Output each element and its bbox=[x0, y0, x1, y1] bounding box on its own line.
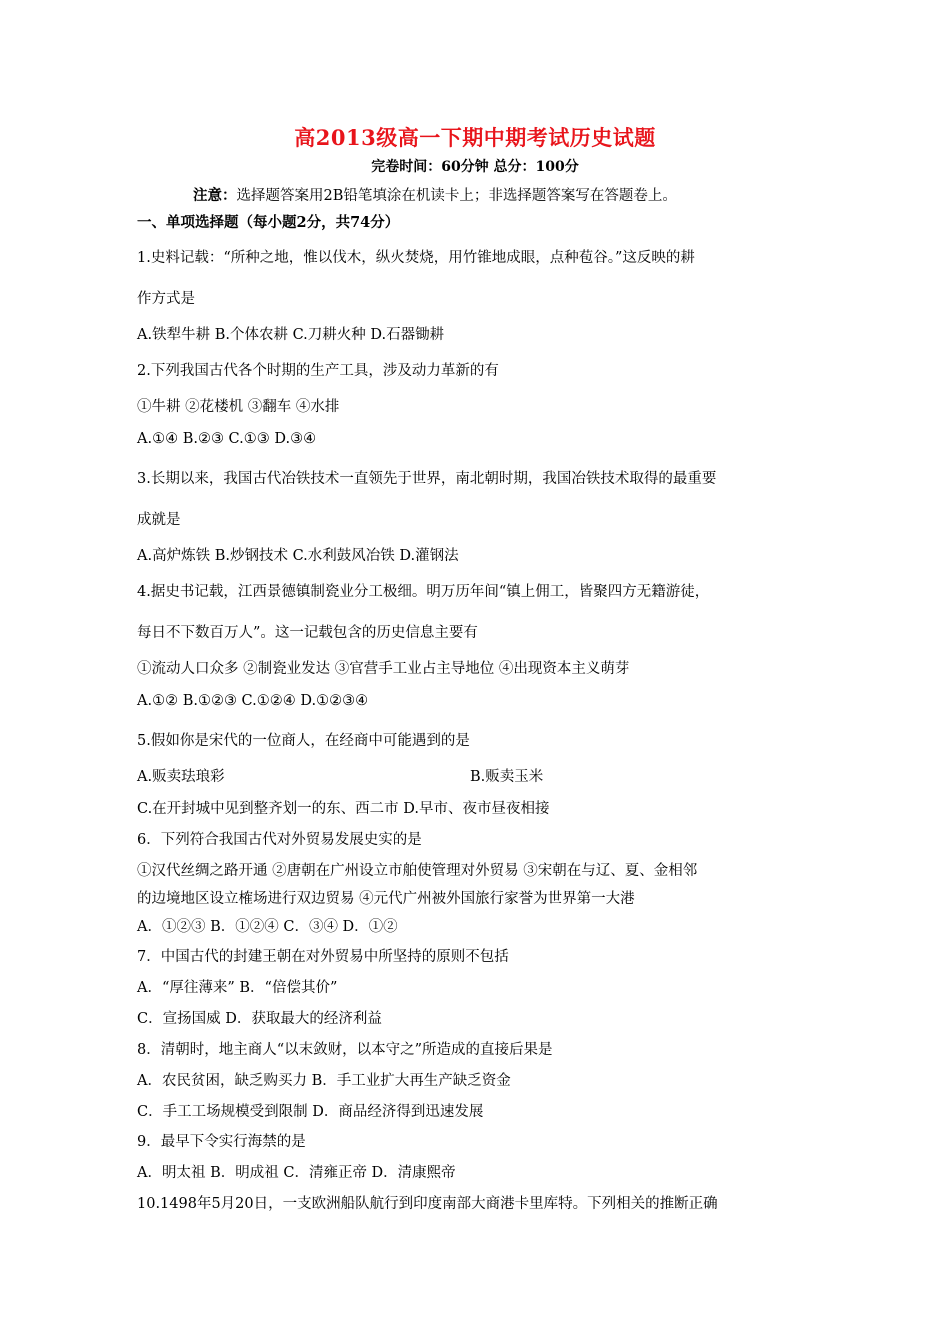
answer-options: A．明太祖 B．明成祖 C．清雍正帝 D．清康熙帝 bbox=[137, 1165, 456, 1181]
question-line: 7．中国古代的封建王朝在对外贸易中所坚持的原则不包括 bbox=[137, 949, 509, 965]
answer-options: A．“厚往薄来” B．“倍偿其价” bbox=[137, 980, 338, 996]
answer-option-b: B.贩卖玉米 bbox=[470, 769, 544, 785]
answer-options: A．农民贫困，缺乏购买力 B．手工业扩大再生产缺乏资金 bbox=[137, 1073, 511, 1089]
answer-options: A.①④ B.②③ C.①③ D.③④ bbox=[137, 431, 317, 447]
item-list: 的边境地区设立榷场进行双边贸易 ④元代广州被外国旅行家誉为世界第一大港 bbox=[137, 891, 635, 907]
question-line: 10.1498年5月20日，一支欧洲船队航行到印度南部大商港卡里库特。下列相关的推断正确 bbox=[137, 1196, 718, 1212]
question-line: 6．下列符合我国古代对外贸易发展史实的是 bbox=[137, 832, 422, 848]
question-line: 成就是 bbox=[137, 512, 181, 528]
answer-options-cd: C.在开封城中见到整齐划一的东、西二市 D.早市、夜市昼夜相接 bbox=[137, 801, 550, 817]
question-line: 9．最早下令实行海禁的是 bbox=[137, 1134, 306, 1150]
item-list: ①牛耕 ②花楼机 ③翻车 ④水排 bbox=[137, 399, 340, 415]
question-line: 2.下列我国古代各个时期的生产工具，涉及动力革新的有 bbox=[137, 363, 499, 379]
answer-options: A.铁犁牛耕 B.个体农耕 C.刀耕火种 D.石器锄耕 bbox=[137, 327, 445, 343]
answer-options: C．宣扬国威 D．获取最大的经济利益 bbox=[137, 1011, 382, 1027]
question-line: 4.据史书记载，江西景德镇制瓷业分工极细。明万历年间“镇上佣工，皆聚四方无籍游徒， bbox=[137, 584, 710, 600]
exam-subtitle: 完卷时间：60分钟 总分：100分 bbox=[371, 159, 579, 175]
answer-options: A.①② B.①②③ C.①②④ D.①②③④ bbox=[137, 693, 369, 709]
question-line: 作方式是 bbox=[137, 291, 195, 307]
exam-notice bbox=[193, 184, 677, 205]
question-line: 1.史料记载：“所种之地，惟以伐木，纵火焚烧，用竹锥地成眼，点种苞谷。”这反映的耕 bbox=[137, 250, 695, 266]
item-list: ①流动人口众多 ②制瓷业发达 ③官营手工业占主导地位 ④出现资本主义萌芽 bbox=[137, 661, 630, 677]
answer-options: A．①②③ B．①②④ C．③④ D．①② bbox=[137, 919, 398, 935]
answer-options: A.高炉炼铁 B.炒钢技术 C.水利鼓风冶铁 D.灌钢法 bbox=[137, 548, 459, 564]
question-line: 8．清朝时，地主商人“以末敛财，以本守之”所造成的直接后果是 bbox=[137, 1042, 553, 1058]
notice-text: 选择题答案用2B铅笔填涂在机读卡上；非选择题答案写在答题卷上。 bbox=[236, 188, 677, 204]
item-list: ①汉代丝绸之路开通 ②唐朝在广州设立市舶使管理对外贸易 ③宋朝在与辽、夏、金相邻 bbox=[137, 863, 698, 879]
answer-options: C．手工工场规模受到限制 D．商品经济得到迅速发展 bbox=[137, 1104, 484, 1120]
section-heading: 一、单项选择题（每小题2分，共74分） bbox=[137, 214, 400, 231]
question-line: 每日不下数百万人”。这一记载包含的历史信息主要有 bbox=[137, 625, 478, 641]
question-line: 3.长期以来，我国古代冶铁技术一直领先于世界，南北朝时期，我国冶铁技术取得的最重要 bbox=[137, 471, 717, 487]
answer-option-a: A.贩卖珐琅彩 bbox=[137, 769, 225, 785]
exam-title: 高2013级高一下期中期考试历史试题 bbox=[294, 125, 656, 150]
notice-label: 注意： bbox=[193, 187, 237, 204]
question-line: 5.假如你是宋代的一位商人，在经商中可能遇到的是 bbox=[137, 733, 470, 749]
